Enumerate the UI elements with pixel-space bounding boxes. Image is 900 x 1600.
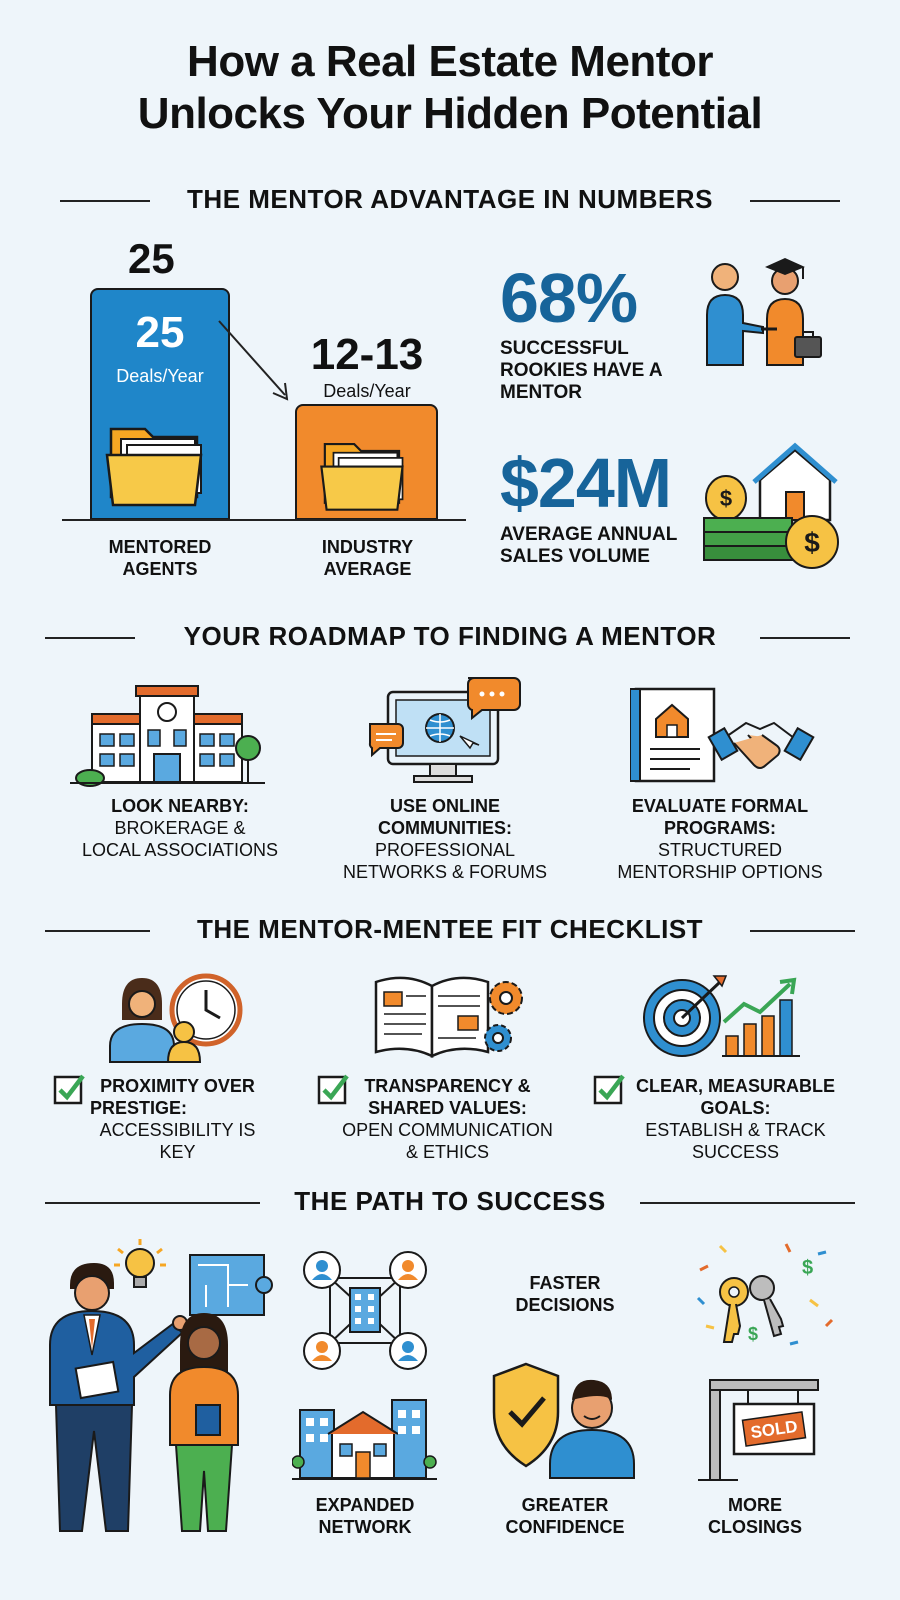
stat-value-mentor: 68% <box>500 259 638 337</box>
roadmap-title: PROGRAMS: <box>664 818 776 838</box>
bar-mentored-value: 25 <box>135 308 185 357</box>
stat-desc-line: ROOKIES HAVE A <box>500 360 663 381</box>
checklist-sub: ACCESSIBILITY IS <box>99 1120 256 1140</box>
section-header-path <box>45 1182 855 1222</box>
arrow-icon <box>215 315 295 405</box>
roadmap-sub: NETWORKS & FORUMS <box>342 862 547 882</box>
dollar-sign: $ <box>748 1324 759 1344</box>
dollar-sign: $ <box>802 1257 814 1279</box>
folder-icon <box>318 432 418 514</box>
network-icon <box>300 1248 430 1373</box>
bar-mentored-unit: Deals/Year <box>116 366 204 386</box>
handshake-graduate-icon <box>695 245 845 375</box>
document-handshake-icon <box>630 685 815 785</box>
stat-desc-line: AVERAGE ANNUAL <box>500 524 678 545</box>
roadmap-title: COMMUNITIES: <box>378 818 512 838</box>
checklist-sub: OPEN COMMUNICATION <box>342 1120 553 1140</box>
category-mentored-text: MENTORED AGENTS <box>108 537 212 579</box>
path-label-confidence <box>470 1494 660 1538</box>
category-label-mentored <box>70 536 250 580</box>
dollar-sign: $ <box>719 486 733 511</box>
roadmap-title: USE ONLINE <box>389 796 500 816</box>
checklist-title: SHARED VALUES: <box>368 1098 527 1118</box>
target-chart-icon <box>640 970 810 1065</box>
roadmap-title: LOOK NEARBY: <box>111 796 249 816</box>
section-header-numbers <box>45 180 855 220</box>
path-label-line: DECISIONS <box>515 1295 615 1315</box>
stat-desc-mentor <box>500 338 663 404</box>
checklist-sub: KEY <box>159 1142 196 1162</box>
book-gears-icon <box>372 972 537 1062</box>
roadmap-sub: PROFESSIONAL <box>374 840 516 860</box>
folder-icon <box>105 415 217 510</box>
checklist-text-transparency <box>330 1075 565 1163</box>
monitor-chat-icon <box>368 674 528 789</box>
roadmap-sub: STRUCTURED <box>658 840 782 860</box>
section-title-path: THE PATH TO SUCCESS <box>294 1186 606 1216</box>
roadmap-item-online <box>325 795 565 883</box>
path-label-line: GREATER <box>521 1495 609 1515</box>
path-label-line: MORE <box>728 1495 782 1515</box>
money-house-icon <box>700 440 845 575</box>
path-label-closings <box>680 1494 830 1538</box>
checklist-text-goals <box>628 1075 843 1163</box>
keys-confetti-icon <box>690 1240 840 1355</box>
stat-desc-line: MENTOR <box>500 382 582 403</box>
section-header-checklist <box>45 910 855 950</box>
checklist-title: CLEAR, MEASURABLE <box>635 1076 835 1096</box>
path-label-line: FASTER <box>529 1273 601 1293</box>
roadmap-sub: BROKERAGE & <box>114 818 246 838</box>
section-header-roadmap <box>45 617 855 657</box>
bar-industry-unit: Deals/Year <box>323 381 411 401</box>
stat-desc-sales <box>500 524 677 568</box>
section-title-roadmap: YOUR ROADMAP TO FINDING A MENTOR <box>183 621 717 651</box>
path-label-line: EXPANDED <box>315 1495 415 1515</box>
checkbox-checked-icon <box>592 1072 626 1106</box>
checklist-sub: SUCCESS <box>691 1142 780 1162</box>
checklist-title: TRANSPARENCY & <box>364 1076 531 1096</box>
chart-top-label: 25 <box>128 235 175 282</box>
checklist-title: PRESTIGE: <box>90 1098 188 1118</box>
checklist-title: PROXIMITY OVER <box>100 1076 255 1096</box>
sold-text: SOLD <box>749 1416 799 1443</box>
roadmap-sub: LOCAL ASSOCIATIONS <box>81 840 279 860</box>
roadmap-title: EVALUATE FORMAL <box>631 796 809 816</box>
stat-value-sales: $24M <box>500 444 672 522</box>
roadmap-item-formal <box>600 795 840 883</box>
building-icon <box>70 682 265 787</box>
person-clock-icon <box>100 968 250 1063</box>
category-label-industry <box>280 536 455 580</box>
page-title <box>0 36 900 140</box>
shield-person-icon <box>488 1360 643 1480</box>
section-title-numbers: THE MENTOR ADVANTAGE IN NUMBERS <box>187 184 713 214</box>
category-industry-text: INDUSTRY AVERAGE <box>321 537 414 579</box>
title-line-2: Unlocks Your Hidden Potential <box>137 89 763 138</box>
checklist-sub: ESTABLISH & TRACK <box>645 1120 826 1140</box>
title-line-1: How a Real Estate Mentor <box>187 37 713 86</box>
roadmap-item-nearby <box>60 795 300 861</box>
checklist-title: GOALS: <box>700 1098 771 1118</box>
stat-desc-line: SALES VOLUME <box>500 546 650 567</box>
path-label-line: CLOSINGS <box>707 1517 802 1537</box>
bar-industry-value: 12-13 <box>310 330 424 379</box>
city-icon <box>292 1392 437 1482</box>
section-title-checklist: THE MENTOR-MENTEE FIT CHECKLIST <box>196 914 704 944</box>
dollar-sign: $ <box>804 527 820 558</box>
path-label-line: NETWORK <box>318 1517 412 1537</box>
path-label-line: CONFIDENCE <box>505 1517 625 1537</box>
checklist-sub: & ETHICS <box>405 1142 489 1162</box>
roadmap-sub: MENTORSHIP OPTIONS <box>617 862 823 882</box>
path-label-faster <box>470 1272 660 1316</box>
checkbox-checked-icon <box>52 1072 86 1106</box>
sold-sign-icon <box>698 1372 828 1482</box>
stat-desc-line: SUCCESSFUL <box>500 338 629 359</box>
checklist-text-proximity <box>90 1075 265 1163</box>
mentor-mentee-icon <box>30 1235 290 1540</box>
path-label-network <box>290 1494 440 1538</box>
chart-baseline <box>62 519 466 521</box>
